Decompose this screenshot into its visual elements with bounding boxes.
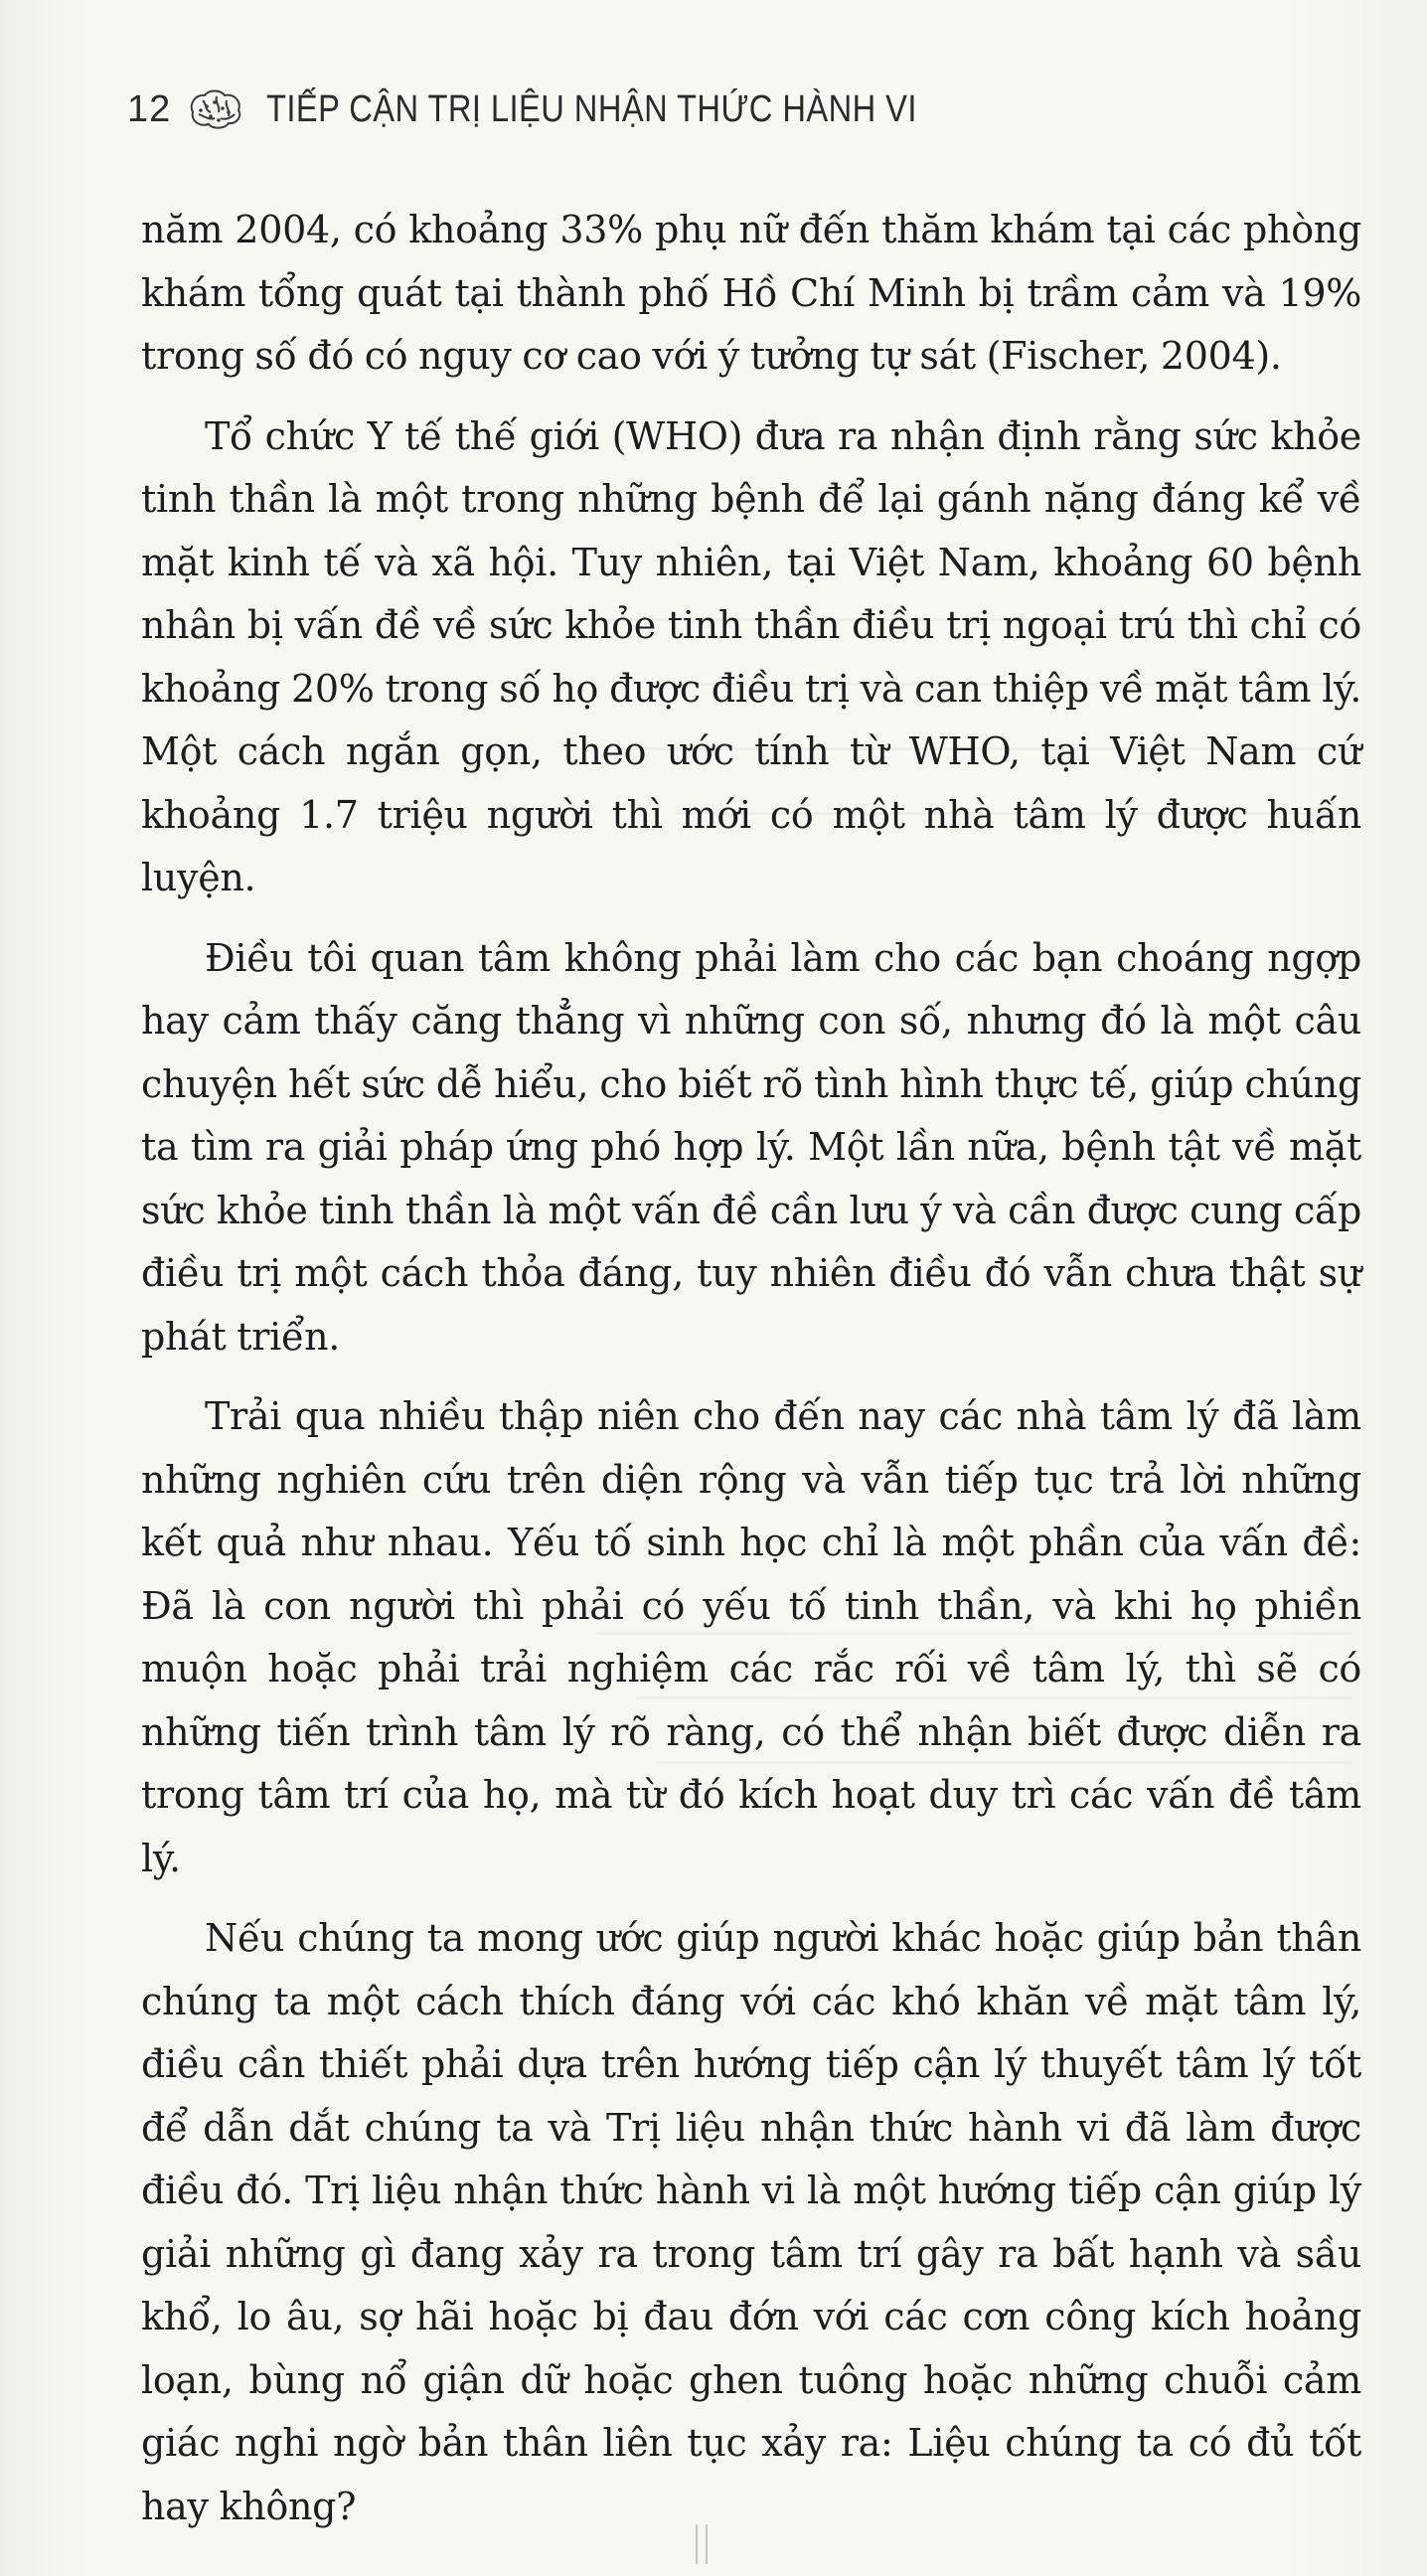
running-title: TIẾP CẬN TRỊ LIỆU NHẬN THỨC HÀNH VI [266, 87, 918, 130]
body-text [141, 199, 1361, 2555]
paragraph-3: Điều tôi quan tâm không phải làm cho các bạn choáng ngợp hay cảm thấy căng thẳng vì những con số, nhưng đó là một câu chuyện hết sức dễ hiểu, cho biết rõ tình hình thực tế, giúp chúng ta tìm ra giải pháp ứng phó hợp lý. Một lần nữa, bệnh tật về mặt sức khỏe tinh thần là một vấn đề cần lưu ý và cần được cung cấp điều trị một cách thỏa đáng, tuy nhiên điều đó vẫn chưa thật sự phát triển. [141, 935, 1361, 1359]
page-number: 12 [127, 87, 172, 130]
running-header [127, 81, 1024, 137]
paragraph-1: năm 2004, có khoảng 33% phụ nữ đến thăm khám tại các phòng khám tổng quát tại thành phố Hồ Chí Minh bị trầm cảm và 19% trong số đó có nguy cơ cao với ý tưởng tự sát (Fischer, 2004). [141, 208, 1361, 378]
brain-icon [185, 86, 244, 132]
paragraph-2: Tổ chức Y tế thế giới (WHO) đưa ra nhận định rằng sức khỏe tinh thần là một trong những bệnh để lại gánh nặng đáng kể về mặt kinh tế và xã hội. Tuy nhiên, tại Việt Nam, khoảng 60 bệnh nhân bị vấn đề về sức khỏe tinh thần điều trị ngoại trú thì chỉ có khoảng 20% trong số họ được điều trị và can thiệp về mặt tâm lý. Một cách ngắn gọn, theo ước tính từ WHO, tại Việt Nam cứ khoảng 1.7 triệu người thì mới có một nhà tâm lý được huấn luyện. [141, 413, 1361, 899]
paragraph-5: Nếu chúng ta mong ước giúp người khác hoặc giúp bản thân chúng ta một cách thích đáng với các khó khăn về mặt tâm lý, điều cần thiết phải dựa trên hướng tiếp cận lý thuyết tâm lý tốt để dẫn dắt chúng ta và Trị liệu nhận thức hành vi đã làm được điều đó. Trị liệu nhận thức hành vi là một hướng tiếp cận giúp lý giải những gì đang xảy ra trong tâm trí gây ra bất hạnh và sầu khổ, lo âu, sợ hãi hoặc bị đau đớn với các cơn công kích hoảng loạn, bùng nổ giận dữ hoặc ghen tuông hoặc những chuỗi cảm giác nghi ngờ bản thân liên tục xảy ra: Liệu chúng ta có đủ tốt hay không? [141, 1916, 1361, 2528]
paragraph-4: Trải qua nhiều thập niên cho đến nay các nhà tâm lý đã làm những nghiên cứu trên diện rộng và vẫn tiếp tục trả lời những kết quả như nhau. Yếu tố sinh học chỉ là một phần của vấn đề: Đã là con người thì phải có yếu tố tinh thần, và khi họ phiền muộn hoặc phải trải nghiệm các rắc rối về tâm lý, thì sẽ có những tiến trình tâm lý rõ ràng, có thể nhận biết được diễn ra trong tâm trí của họ, mà từ đó kích hoạt duy trì các vấn đề tâm lý. [141, 1394, 1361, 1880]
footer-mark [696, 2524, 708, 2564]
